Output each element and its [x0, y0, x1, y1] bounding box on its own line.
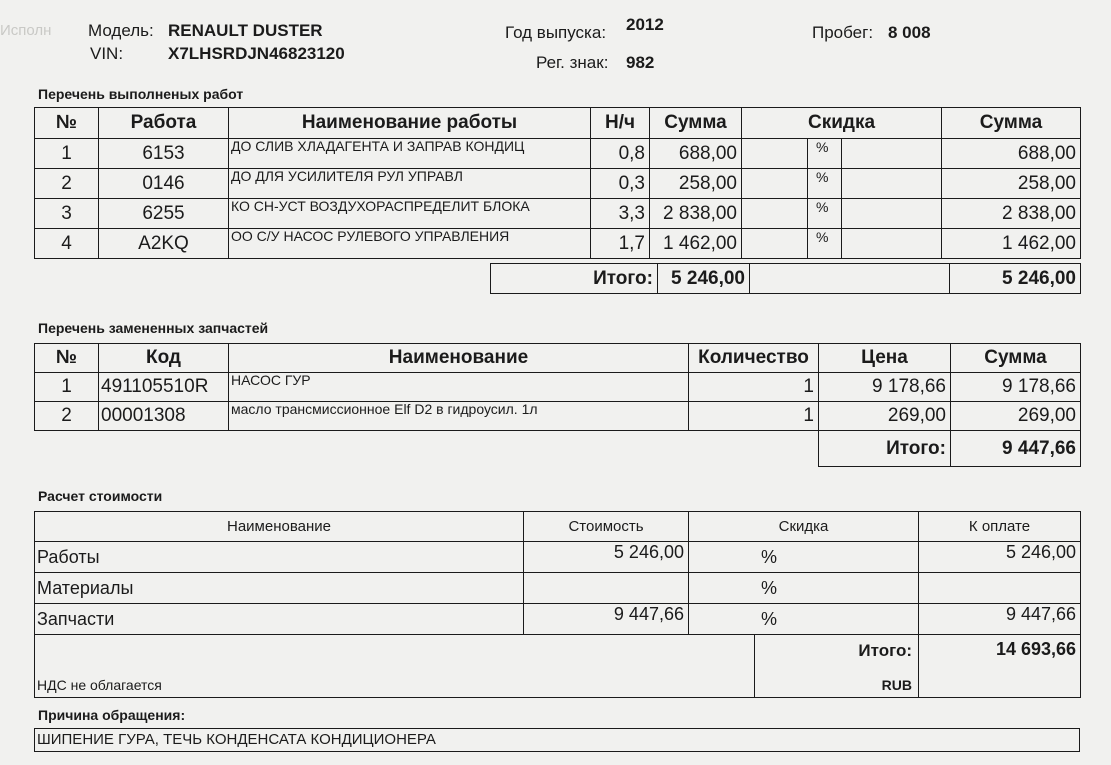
reg-label: Рег. знак: [536, 53, 609, 72]
row-name: ДО ДЛЯ УСИЛИТЕЛЯ РУЛ УПРАВЛ [229, 169, 591, 199]
works-title: Перечень выполненых работ [38, 86, 244, 102]
parts-total-row [818, 430, 1081, 467]
table-row [35, 169, 1081, 199]
calc-title: Расчет стоимости [38, 488, 163, 504]
model-value: RENAULT DUSTER [168, 21, 323, 40]
row-no: 2 [35, 402, 99, 431]
spacer [742, 169, 808, 199]
model-label: Модель: [88, 21, 154, 40]
parts-table [34, 343, 1081, 431]
row-no: 2 [35, 169, 99, 199]
table-row [35, 229, 1081, 259]
parts-title: Перечень замененных запчастей [38, 320, 269, 336]
row-discount-value [842, 199, 942, 229]
row-name: ДО СЛИВ ХЛАДАГЕНТА И ЗАПРАВ КОНДИЦ [229, 139, 591, 169]
table-row [35, 604, 1081, 635]
col-total: Сумма [942, 108, 1081, 139]
row-no: 1 [35, 373, 99, 402]
row-cost: 9 447,66 [524, 604, 689, 635]
row-hours: 1,7 [591, 229, 650, 259]
row-sum: 258,00 [650, 169, 742, 199]
works-total-discount [750, 264, 950, 294]
col-name: Наименование [35, 512, 524, 542]
row-sum: 269,00 [951, 402, 1081, 431]
bleed-through-text: Исполн [0, 22, 52, 39]
table-row [35, 542, 1081, 573]
row-name: Материалы [35, 573, 524, 604]
mileage-label: Пробег: [812, 23, 874, 42]
col-work: Работа [99, 108, 229, 139]
row-name: Работы [35, 542, 524, 573]
row-discount: % [689, 604, 919, 635]
row-code: A2KQ [99, 229, 229, 259]
col-price: Цена [819, 344, 951, 373]
works-total-total: 5 246,00 [950, 264, 1081, 294]
row-pay: 5 246,00 [919, 542, 1081, 573]
row-name: ОО С/У НАСОС РУЛЕВОГО УПРАВЛЕНИЯ [229, 229, 591, 259]
table-row [35, 199, 1081, 229]
row-code: 491105510R [99, 373, 229, 402]
row-name: КО СН-УСТ ВОЗДУХОРАСПРЕДЕЛИТ БЛОКА [229, 199, 591, 229]
row-name: НАСОС ГУР [229, 373, 689, 402]
col-work-name: Наименование работы [229, 108, 591, 139]
parts-total-label: Итого: [819, 431, 951, 467]
row-discount: % [689, 573, 919, 604]
row-sum: 9 178,66 [951, 373, 1081, 402]
calc-currency: RUB [881, 677, 913, 693]
calc-total-value: 14 693,66 [919, 635, 1081, 698]
row-discount-value [842, 139, 942, 169]
row-qty: 1 [689, 402, 819, 431]
table-row [35, 139, 1081, 169]
year-value: 2012 [626, 15, 664, 34]
row-discount: % [808, 229, 842, 259]
reason-box [34, 728, 1080, 752]
row-no: 4 [35, 229, 99, 259]
spacer [742, 139, 808, 169]
vin-label: VIN: [90, 44, 124, 63]
col-hours: Н/ч [591, 108, 650, 139]
col-discount: Скидка [742, 108, 942, 139]
reg-value: 982 [626, 53, 655, 72]
row-total: 688,00 [942, 139, 1081, 169]
col-pay: К оплате [919, 512, 1081, 542]
table-row [35, 402, 1081, 431]
works-total-sum: 5 246,00 [658, 264, 750, 294]
col-qty: Количество [689, 344, 819, 373]
row-no: 1 [35, 139, 99, 169]
works-table [34, 107, 1081, 259]
spacer [742, 199, 808, 229]
row-hours: 0,8 [591, 139, 650, 169]
row-discount: % [689, 542, 919, 573]
row-price: 9 178,66 [819, 373, 951, 402]
row-code: 6255 [99, 199, 229, 229]
table-row [35, 373, 1081, 402]
row-name: масло трансмиссионное Elf D2 в гидроусил. 1л [229, 402, 689, 431]
col-name: Наименование [229, 344, 689, 373]
row-code: 0146 [99, 169, 229, 199]
mileage-value: 8 008 [888, 23, 931, 42]
row-price: 269,00 [819, 402, 951, 431]
spacer [742, 229, 808, 259]
row-cost: 5 246,00 [524, 542, 689, 573]
row-hours: 0,3 [591, 169, 650, 199]
reason-text: ШИПЕНИЕ ГУРА, ТЕЧЬ КОНДЕНСАТА КОНДИЦИОНЕРА [37, 731, 436, 748]
row-discount: % [808, 169, 842, 199]
table-row [35, 573, 1081, 604]
row-code: 6153 [99, 139, 229, 169]
col-no: № [35, 344, 99, 373]
row-total: 1 462,00 [942, 229, 1081, 259]
row-qty: 1 [689, 373, 819, 402]
reason-title: Причина обращения: [38, 707, 186, 723]
parts-total-value: 9 447,66 [951, 431, 1081, 467]
vin-value: X7LHSRDJN46823120 [168, 44, 345, 63]
col-code: Код [99, 344, 229, 373]
col-sum: Сумма [650, 108, 742, 139]
vat-note: НДС не облагается [35, 635, 755, 698]
row-discount-value [842, 169, 942, 199]
row-discount: % [808, 139, 842, 169]
col-no: № [35, 108, 99, 139]
row-pay [919, 573, 1081, 604]
row-discount-value [842, 229, 942, 259]
col-discount: Скидка [689, 512, 919, 542]
row-pay: 9 447,66 [919, 604, 1081, 635]
col-sum: Сумма [951, 344, 1081, 373]
row-code: 00001308 [99, 402, 229, 431]
works-total-row [490, 263, 1081, 294]
row-no: 3 [35, 199, 99, 229]
calc-table [34, 511, 1081, 698]
calc-total-label: Итого: [858, 641, 913, 660]
row-sum: 688,00 [650, 139, 742, 169]
row-cost [524, 573, 689, 604]
row-sum: 1 462,00 [650, 229, 742, 259]
year-label: Год выпуска: [505, 23, 607, 42]
row-hours: 3,3 [591, 199, 650, 229]
works-total-label: Итого: [491, 264, 658, 294]
col-cost: Стоимость [524, 512, 689, 542]
row-sum: 2 838,00 [650, 199, 742, 229]
calc-total-cell [755, 635, 919, 698]
row-name: Запчасти [35, 604, 524, 635]
row-total: 258,00 [942, 169, 1081, 199]
row-discount: % [808, 199, 842, 229]
row-total: 2 838,00 [942, 199, 1081, 229]
